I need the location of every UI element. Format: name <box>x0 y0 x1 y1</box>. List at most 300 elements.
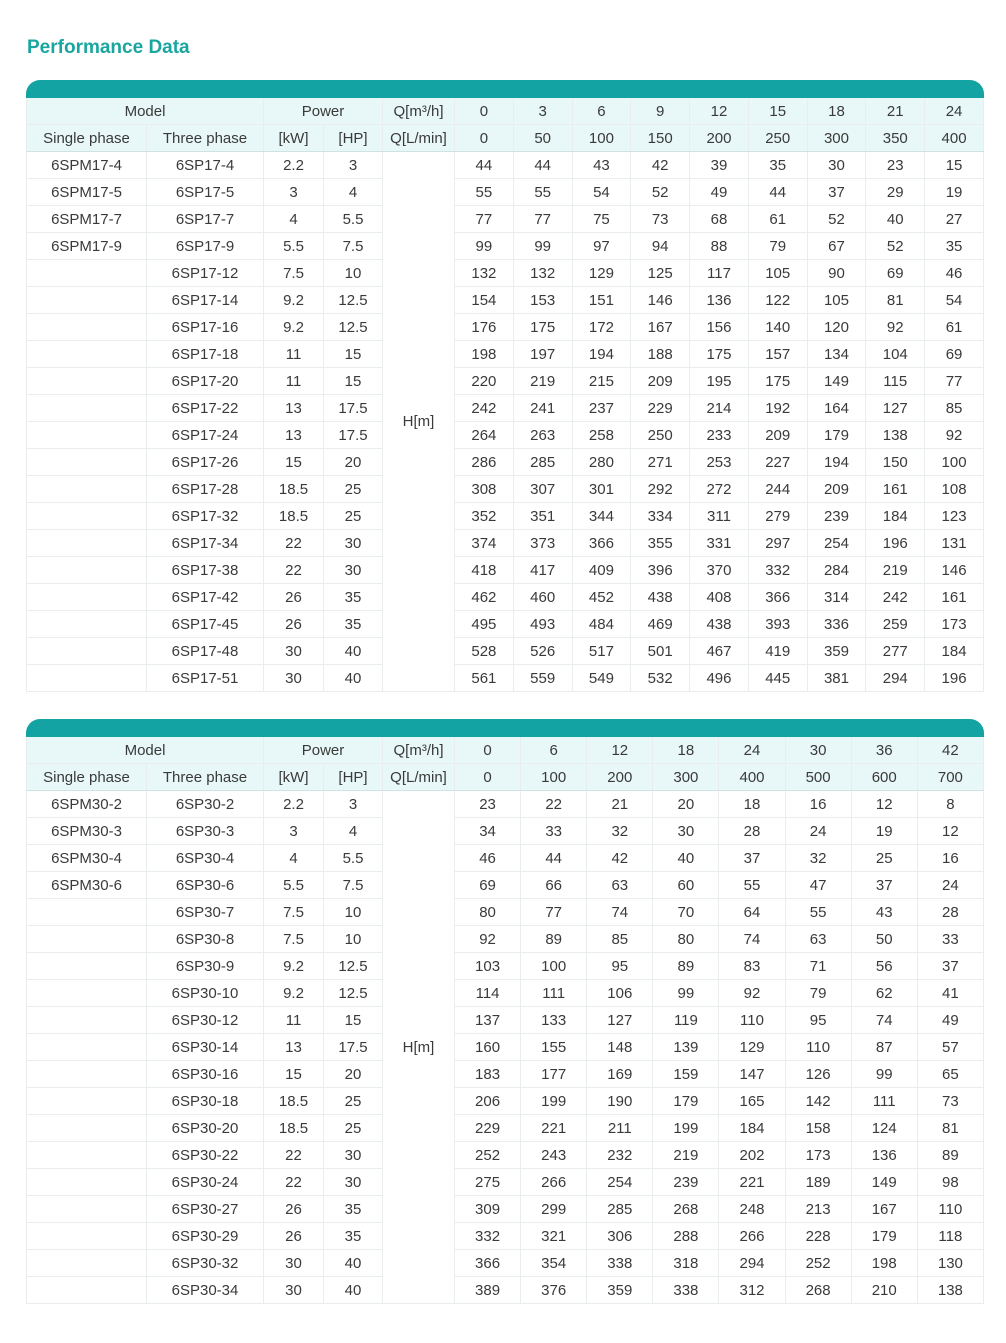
single-phase-model <box>27 341 147 368</box>
head-value: 129 <box>719 1034 785 1061</box>
power-kw: 4 <box>264 845 324 872</box>
flow-m3h-value: 0 <box>455 737 521 764</box>
power-hp: 17.5 <box>324 422 383 449</box>
head-value: 52 <box>866 233 925 260</box>
head-value: 87 <box>851 1034 917 1061</box>
head-value: 242 <box>866 584 925 611</box>
head-value: 374 <box>455 530 514 557</box>
power-kw: 22 <box>264 557 324 584</box>
head-value: 40 <box>653 845 719 872</box>
head-value: 43 <box>572 152 631 179</box>
flow-lmin-value: 350 <box>866 125 925 152</box>
head-value: 332 <box>748 557 807 584</box>
single-phase-model <box>27 476 147 503</box>
flow-m3h-label: Q[m³/h] <box>383 98 455 125</box>
head-value: 19 <box>851 818 917 845</box>
header-row-flow-lmin <box>27 125 984 152</box>
three-phase-model: 6SP30-7 <box>147 899 264 926</box>
three-phase-model: 6SP17-48 <box>147 638 264 665</box>
three-phase-model: 6SP17-14 <box>147 287 264 314</box>
head-value: 49 <box>690 179 749 206</box>
head-value: 77 <box>513 206 572 233</box>
head-value: 108 <box>925 476 984 503</box>
head-value: 70 <box>653 899 719 926</box>
head-value: 85 <box>925 395 984 422</box>
single-phase-model <box>27 1142 147 1169</box>
head-value: 16 <box>917 845 983 872</box>
three-phase-model: 6SP30-22 <box>147 1142 264 1169</box>
single-phase-model <box>27 638 147 665</box>
head-value: 241 <box>513 395 572 422</box>
kw-header: [kW] <box>264 125 324 152</box>
head-value: 161 <box>925 584 984 611</box>
three-phase-model: 6SP17-20 <box>147 368 264 395</box>
single-phase-model <box>27 1115 147 1142</box>
head-value: 219 <box>866 557 925 584</box>
power-hp: 25 <box>324 476 383 503</box>
head-value: 206 <box>455 1088 521 1115</box>
head-value: 81 <box>917 1115 983 1142</box>
head-value: 139 <box>653 1034 719 1061</box>
head-value: 517 <box>572 638 631 665</box>
head-value: 285 <box>587 1196 653 1223</box>
head-value: 24 <box>785 818 851 845</box>
head-value: 183 <box>455 1061 521 1088</box>
head-value: 30 <box>807 152 866 179</box>
flow-lmin-value: 100 <box>521 764 587 791</box>
head-value: 179 <box>851 1223 917 1250</box>
three-phase-model: 6SP17-16 <box>147 314 264 341</box>
three-phase-model: 6SP30-6 <box>147 872 264 899</box>
head-value: 301 <box>572 476 631 503</box>
head-value: 99 <box>455 233 514 260</box>
head-value: 37 <box>917 953 983 980</box>
head-value: 151 <box>572 287 631 314</box>
head-value: 239 <box>653 1169 719 1196</box>
head-value: 318 <box>653 1250 719 1277</box>
head-value: 334 <box>631 503 690 530</box>
head-value: 119 <box>653 1007 719 1034</box>
power-hp: 7.5 <box>324 233 383 260</box>
head-value: 110 <box>785 1034 851 1061</box>
head-value: 110 <box>719 1007 785 1034</box>
three-phase-model: 6SP30-20 <box>147 1115 264 1142</box>
head-value: 528 <box>455 638 514 665</box>
table-row <box>27 1115 984 1142</box>
single-phase-model: 6SPM17-5 <box>27 179 147 206</box>
head-value: 417 <box>513 557 572 584</box>
head-value: 389 <box>455 1277 521 1304</box>
power-kw: 13 <box>264 422 324 449</box>
head-value: 157 <box>748 341 807 368</box>
head-value: 156 <box>690 314 749 341</box>
three-phase-model: 6SP30-16 <box>147 1061 264 1088</box>
head-value: 308 <box>455 476 514 503</box>
head-value: 120 <box>807 314 866 341</box>
flow-lmin-value: 400 <box>925 125 984 152</box>
power-kw: 2.2 <box>264 152 324 179</box>
table-header-bar <box>26 80 984 98</box>
single-phase-model <box>27 449 147 476</box>
power-kw: 18.5 <box>264 503 324 530</box>
head-value: 194 <box>807 449 866 476</box>
head-value: 209 <box>807 476 866 503</box>
head-value: 61 <box>925 314 984 341</box>
head-value: 184 <box>719 1115 785 1142</box>
head-value: 285 <box>513 449 572 476</box>
head-value: 118 <box>917 1223 983 1250</box>
power-hp: 12.5 <box>324 287 383 314</box>
table-row <box>27 1007 984 1034</box>
head-value: 252 <box>785 1250 851 1277</box>
head-value: 495 <box>455 611 514 638</box>
head-value: 312 <box>719 1277 785 1304</box>
head-value: 179 <box>653 1088 719 1115</box>
head-value: 50 <box>851 926 917 953</box>
power-kw: 2.2 <box>264 791 324 818</box>
power-kw: 7.5 <box>264 260 324 287</box>
power-kw: 18.5 <box>264 476 324 503</box>
head-value: 254 <box>807 530 866 557</box>
head-value: 80 <box>653 926 719 953</box>
flow-lmin-value: 0 <box>455 764 521 791</box>
head-value: 69 <box>925 341 984 368</box>
head-value: 42 <box>631 152 690 179</box>
head-value: 286 <box>455 449 514 476</box>
head-value: 46 <box>455 845 521 872</box>
head-value: 189 <box>785 1169 851 1196</box>
head-value: 229 <box>455 1115 521 1142</box>
table-row <box>27 179 984 206</box>
head-value: 129 <box>572 260 631 287</box>
head-value: 294 <box>719 1250 785 1277</box>
table-row <box>27 1142 984 1169</box>
single-phase-model: 6SPM30-6 <box>27 872 147 899</box>
head-value: 359 <box>807 638 866 665</box>
head-value: 175 <box>748 368 807 395</box>
head-value: 215 <box>572 368 631 395</box>
flow-m3h-value: 9 <box>631 98 690 125</box>
head-value: 56 <box>851 953 917 980</box>
power-kw: 22 <box>264 1169 324 1196</box>
power-hp: 4 <box>324 179 383 206</box>
head-value: 158 <box>785 1115 851 1142</box>
head-value: 65 <box>917 1061 983 1088</box>
table-row <box>27 1196 984 1223</box>
single-phase-header: Single phase <box>27 125 147 152</box>
flow-lmin-value: 200 <box>690 125 749 152</box>
head-value: 198 <box>455 341 514 368</box>
head-value: 80 <box>455 899 521 926</box>
head-value: 92 <box>455 926 521 953</box>
head-value: 95 <box>785 1007 851 1034</box>
three-phase-model: 6SP30-18 <box>147 1088 264 1115</box>
single-phase-model <box>27 1250 147 1277</box>
head-value: 366 <box>748 584 807 611</box>
power-kw: 11 <box>264 368 324 395</box>
power-hp: 4 <box>324 818 383 845</box>
head-value: 263 <box>513 422 572 449</box>
flow-lmin-value: 100 <box>572 125 631 152</box>
power-kw: 7.5 <box>264 926 324 953</box>
single-phase-model: 6SPM17-4 <box>27 152 147 179</box>
power-hp: 35 <box>324 1223 383 1250</box>
power-kw: 13 <box>264 395 324 422</box>
head-value: 98 <box>917 1169 983 1196</box>
head-value: 104 <box>866 341 925 368</box>
head-value: 179 <box>807 422 866 449</box>
power-kw: 15 <box>264 1061 324 1088</box>
head-value: 24 <box>917 872 983 899</box>
three-phase-model: 6SP17-28 <box>147 476 264 503</box>
head-value: 561 <box>455 665 514 692</box>
power-kw: 26 <box>264 584 324 611</box>
head-value: 138 <box>866 422 925 449</box>
power-hp: 20 <box>324 449 383 476</box>
power-hp: 40 <box>324 1250 383 1277</box>
table-row <box>27 557 984 584</box>
head-value: 173 <box>925 611 984 638</box>
head-value: 220 <box>455 368 514 395</box>
flow-m3h-value: 12 <box>587 737 653 764</box>
head-value: 44 <box>455 152 514 179</box>
head-value: 161 <box>866 476 925 503</box>
single-phase-model <box>27 1277 147 1304</box>
head-value: 292 <box>631 476 690 503</box>
head-value: 25 <box>851 845 917 872</box>
head-value: 37 <box>851 872 917 899</box>
head-value: 154 <box>455 287 514 314</box>
head-value: 68 <box>690 206 749 233</box>
head-value: 23 <box>866 152 925 179</box>
head-value: 43 <box>851 899 917 926</box>
three-phase-model: 6SP17-38 <box>147 557 264 584</box>
head-value: 175 <box>513 314 572 341</box>
head-value: 123 <box>925 503 984 530</box>
head-value: 254 <box>587 1169 653 1196</box>
head-value: 288 <box>653 1223 719 1250</box>
head-value: 8 <box>917 791 983 818</box>
head-value: 559 <box>513 665 572 692</box>
flow-m3h-value: 24 <box>925 98 984 125</box>
single-phase-model <box>27 1061 147 1088</box>
power-kw: 26 <box>264 1223 324 1250</box>
head-value: 321 <box>521 1223 587 1250</box>
head-value: 92 <box>866 314 925 341</box>
head-value: 532 <box>631 665 690 692</box>
power-hp: 40 <box>324 638 383 665</box>
head-value: 49 <box>917 1007 983 1034</box>
power-kw: 3 <box>264 179 324 206</box>
head-value: 73 <box>917 1088 983 1115</box>
head-value: 44 <box>521 845 587 872</box>
flow-m3h-value: 21 <box>866 98 925 125</box>
head-value: 165 <box>719 1088 785 1115</box>
single-phase-model: 6SPM17-9 <box>27 233 147 260</box>
head-value: 127 <box>587 1007 653 1034</box>
flow-lmin-value: 300 <box>807 125 866 152</box>
head-value: 252 <box>455 1142 521 1169</box>
head-value: 169 <box>587 1061 653 1088</box>
head-value: 44 <box>513 152 572 179</box>
table-row <box>27 260 984 287</box>
head-value: 376 <box>521 1277 587 1304</box>
head-value: 209 <box>631 368 690 395</box>
three-phase-model: 6SP17-32 <box>147 503 264 530</box>
head-label: H[m] <box>383 791 455 1304</box>
table-row <box>27 899 984 926</box>
head-value: 146 <box>925 557 984 584</box>
head-value: 419 <box>748 638 807 665</box>
head-value: 138 <box>917 1277 983 1304</box>
power-hp: 30 <box>324 1142 383 1169</box>
head-value: 366 <box>572 530 631 557</box>
head-value: 309 <box>455 1196 521 1223</box>
power-hp: 30 <box>324 530 383 557</box>
head-value: 77 <box>521 899 587 926</box>
head-value: 55 <box>785 899 851 926</box>
head-value: 408 <box>690 584 749 611</box>
head-value: 195 <box>690 368 749 395</box>
head-value: 190 <box>587 1088 653 1115</box>
head-value: 460 <box>513 584 572 611</box>
power-kw: 22 <box>264 1142 324 1169</box>
flow-m3h-value: 12 <box>690 98 749 125</box>
head-value: 47 <box>785 872 851 899</box>
head-value: 237 <box>572 395 631 422</box>
three-phase-model: 6SP17-26 <box>147 449 264 476</box>
head-value: 85 <box>587 926 653 953</box>
single-phase-model <box>27 584 147 611</box>
three-phase-model: 6SP17-5 <box>147 179 264 206</box>
three-phase-model: 6SP30-2 <box>147 791 264 818</box>
head-value: 22 <box>521 791 587 818</box>
head-value: 160 <box>455 1034 521 1061</box>
head-value: 35 <box>748 152 807 179</box>
power-kw: 5.5 <box>264 872 324 899</box>
head-label: H[m] <box>383 152 455 692</box>
table-row <box>27 1034 984 1061</box>
head-value: 164 <box>807 395 866 422</box>
head-value: 297 <box>748 530 807 557</box>
three-phase-model: 6SP30-10 <box>147 980 264 1007</box>
head-value: 438 <box>631 584 690 611</box>
table-row <box>27 872 984 899</box>
single-phase-model <box>27 260 147 287</box>
three-phase-model: 6SP30-27 <box>147 1196 264 1223</box>
single-phase-header: Single phase <box>27 764 147 791</box>
head-value: 74 <box>851 1007 917 1034</box>
flow-m3h-value: 42 <box>917 737 983 764</box>
power-header: Power <box>264 737 383 764</box>
three-phase-model: 6SP17-9 <box>147 233 264 260</box>
table-row <box>27 1088 984 1115</box>
header-row-flow-m3h <box>27 98 984 125</box>
power-hp: 10 <box>324 899 383 926</box>
head-value: 501 <box>631 638 690 665</box>
head-value: 445 <box>748 665 807 692</box>
head-value: 167 <box>631 314 690 341</box>
single-phase-model <box>27 899 147 926</box>
head-value: 331 <box>690 530 749 557</box>
three-phase-header: Three phase <box>147 125 264 152</box>
page-title: Performance Data <box>27 37 190 58</box>
head-value: 355 <box>631 530 690 557</box>
head-value: 29 <box>866 179 925 206</box>
flow-m3h-value: 24 <box>719 737 785 764</box>
hp-header: [HP] <box>324 125 383 152</box>
head-value: 88 <box>690 233 749 260</box>
head-value: 35 <box>925 233 984 260</box>
head-value: 153 <box>513 287 572 314</box>
power-kw: 15 <box>264 449 324 476</box>
power-hp: 17.5 <box>324 395 383 422</box>
head-value: 103 <box>455 953 521 980</box>
head-value: 266 <box>719 1223 785 1250</box>
three-phase-model: 6SP17-18 <box>147 341 264 368</box>
head-value: 173 <box>785 1142 851 1169</box>
table-row <box>27 395 984 422</box>
head-value: 266 <box>521 1169 587 1196</box>
power-hp: 7.5 <box>324 872 383 899</box>
head-value: 127 <box>866 395 925 422</box>
table-row <box>27 530 984 557</box>
head-value: 95 <box>587 953 653 980</box>
power-hp: 25 <box>324 503 383 530</box>
table-row <box>27 584 984 611</box>
head-value: 244 <box>748 476 807 503</box>
flow-lmin-value: 250 <box>748 125 807 152</box>
power-hp: 35 <box>324 611 383 638</box>
head-value: 147 <box>719 1061 785 1088</box>
head-value: 69 <box>455 872 521 899</box>
head-value: 136 <box>690 287 749 314</box>
model-header: Model <box>27 98 264 125</box>
head-value: 136 <box>851 1142 917 1169</box>
flow-m3h-label: Q[m³/h] <box>383 737 455 764</box>
head-value: 352 <box>455 503 514 530</box>
power-kw: 5.5 <box>264 233 324 260</box>
power-kw: 9.2 <box>264 953 324 980</box>
head-value: 54 <box>925 287 984 314</box>
power-kw: 9.2 <box>264 314 324 341</box>
head-value: 233 <box>690 422 749 449</box>
head-value: 81 <box>866 287 925 314</box>
single-phase-model: 6SPM30-4 <box>27 845 147 872</box>
head-value: 462 <box>455 584 514 611</box>
flow-m3h-value: 18 <box>653 737 719 764</box>
head-value: 210 <box>851 1277 917 1304</box>
table-row <box>27 1277 984 1304</box>
head-value: 19 <box>925 179 984 206</box>
power-hp: 40 <box>324 665 383 692</box>
head-value: 28 <box>917 899 983 926</box>
head-value: 409 <box>572 557 631 584</box>
power-kw: 4 <box>264 206 324 233</box>
head-value: 467 <box>690 638 749 665</box>
head-value: 61 <box>748 206 807 233</box>
three-phase-model: 6SP30-12 <box>147 1007 264 1034</box>
flow-lmin-value: 600 <box>851 764 917 791</box>
single-phase-model: 6SPM30-2 <box>27 791 147 818</box>
single-phase-model <box>27 980 147 1007</box>
table-row <box>27 1169 984 1196</box>
head-value: 52 <box>807 206 866 233</box>
flow-lmin-value: 200 <box>587 764 653 791</box>
head-value: 219 <box>513 368 572 395</box>
flow-m3h-value: 36 <box>851 737 917 764</box>
head-value: 221 <box>521 1115 587 1142</box>
